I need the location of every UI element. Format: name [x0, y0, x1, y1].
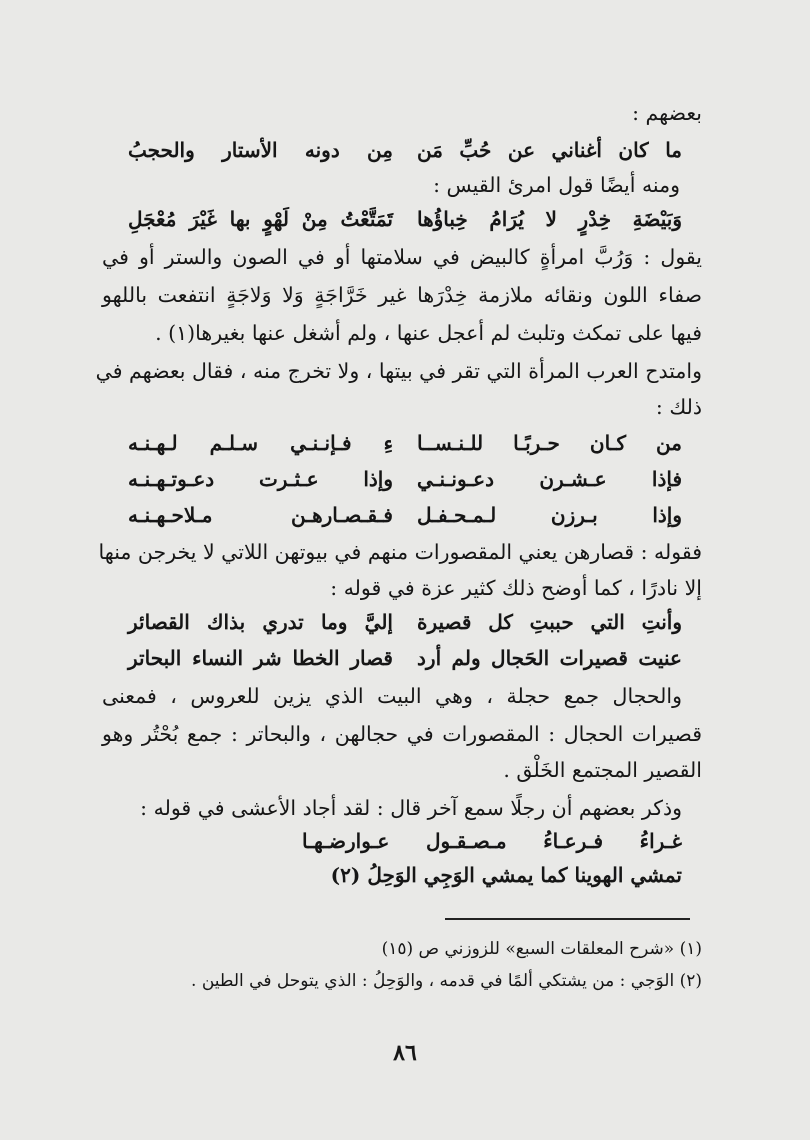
text-line: وامتدح العرب المرأة التي تقر في بيتها ، ولا تخرج منه ، فقال بعضهم في	[95, 359, 702, 383]
footnote: (١) «شرح المعلقات السبع» للزوزني ص (١٥)	[381, 939, 702, 959]
verse-hemistich: وإذا عـثـرت دعـوتـهـنـه	[128, 467, 393, 491]
text-line: صفاء اللون ونقائه ملازمة خِدْرَها غير خَرَّاجَةٍ وَلا وَلاجَةٍ انتفعت باللهو	[102, 283, 702, 307]
verse-line: غـراءُ فـرعـاءُ مـصـقـول عـوارضـهـا	[302, 829, 682, 853]
verse-hemistich: ءِ فـإنـنـي سـلـم لـهـنـه	[128, 431, 393, 455]
verse-hemistich: وإذا بـرزن لـمـحـفـل	[417, 503, 682, 527]
verse-hemistich: قصار الخطا شر النساء البحاتر	[128, 646, 393, 670]
text-line: بعضهم :	[632, 101, 702, 125]
verse-hemistich: ما كان أغناني عن حُبِّ مَن	[417, 138, 682, 162]
text-line: فيها على تمكث وتلبث لم أعجل عنها ، ولم أشغل عنها بغيرها(١) .	[155, 321, 702, 345]
verse-hemistich: وأنتِ التي حببتِ كل قصيرة	[417, 610, 682, 634]
page-number: ٨٦	[393, 1040, 417, 1066]
verse-line: تمشي الهوينا كما يمشي الوَجِي الوَحِلُ (٢)	[330, 863, 682, 887]
text-line: إلا نادرًا ، كما أوضح ذلك كثير عزة في قوله :	[330, 576, 702, 600]
verse-hemistich: وَبَيْضَةِ خِدْرٍ لا يُرَامُ خِباؤُها	[417, 207, 682, 231]
verse-hemistich: فـقـصـارهـن مـلاحـهـنـه	[128, 503, 393, 527]
footnote-divider	[445, 918, 690, 920]
text-line: ومنه أيضًا قول امرئ القيس :	[433, 173, 680, 197]
verse-hemistich: تَمَتَّعْتُ مِنْ لَهْوٍ بها غَيْرَ مُعْجَلِ	[128, 207, 393, 231]
footnote: (٢) الوَجي : من يشتكي ألمًا في قدمه ، والوَحِلُ : الذي يتوحل في الطين .	[191, 971, 702, 991]
text-line: القصير المجتمع الخَلْق .	[503, 758, 702, 782]
verse-hemistich: إليَّ وما تدري بذاك القصائر	[128, 610, 393, 634]
text-line: والحجال جمع حجلة ، وهي البيت الذي يزين للعروس ، فمعنى	[102, 684, 682, 708]
text-line: ذلك :	[655, 395, 702, 419]
verse-hemistich: فإذا عـشـرن دعـونـنـي	[417, 467, 682, 491]
verse-hemistich: عنيت قصيرات الحَجال ولم أرد	[417, 646, 682, 670]
text-line: فقوله : قصارهن يعني المقصورات منهم في بيوتهن اللاتي لا يخرجن منها	[98, 540, 702, 564]
verse-hemistich: مِن دونه الأستار والحجبُ	[128, 138, 393, 162]
text-line: يقول : وَرُبَّ امرأةٍ كالبيض في سلامتها أو في الصون والستر أو في	[102, 245, 702, 269]
text-line: قصيرات الحجال : المقصورات في حجالهن ، والبحاتر : جمع بُحْتُر وهو	[102, 722, 702, 746]
text-line: وذكر بعضهم أن رجلًا سمع آخر قال : لقد أجاد الأعشى في قوله :	[140, 796, 682, 820]
verse-hemistich: من كـان حـربًـا للـنـســا	[417, 431, 682, 455]
